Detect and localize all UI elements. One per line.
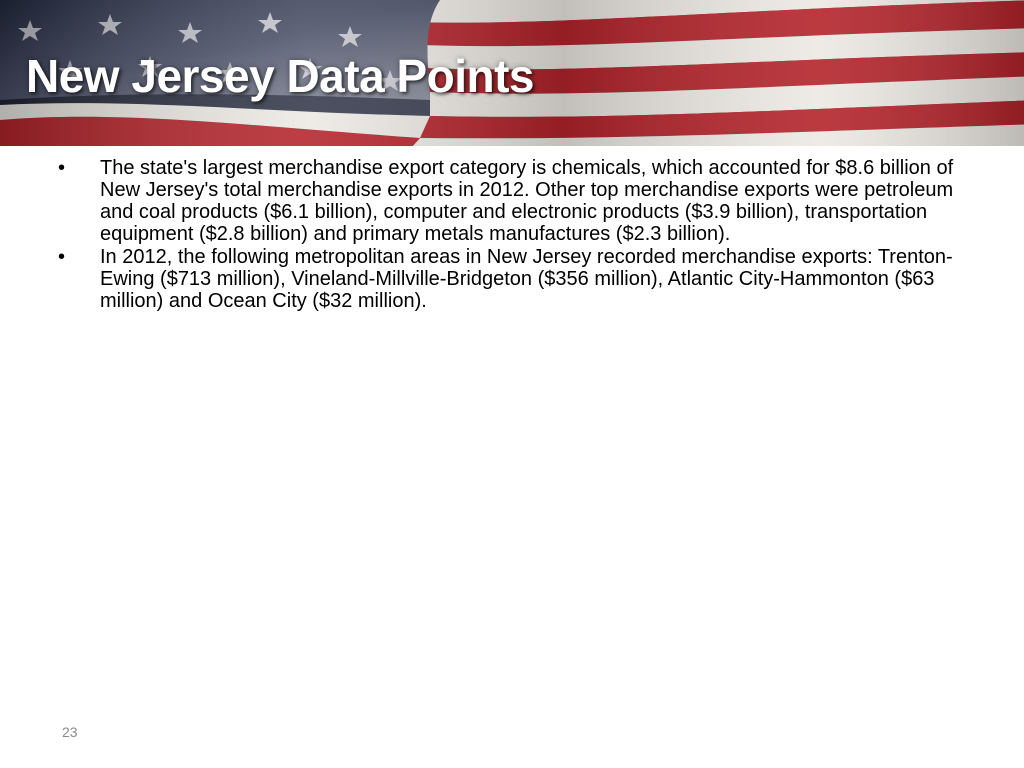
list-item [58, 157, 958, 245]
bullet-text: In 2012, the following metropolitan areas in New Jersey recorded merchandise exports: Trenton-Ewing ($713 million), Vineland-Millville-Bridgeton ($356 million), Atlantic City-Hammonton ($63 million) and Ocean City ($32 million). [100, 246, 953, 312]
bullet-list [58, 157, 958, 313]
bullet-glyph: • [58, 246, 66, 268]
page-number: 23 [62, 724, 78, 740]
bullet-glyph: • [58, 157, 66, 179]
bullet-text: The state's largest merchandise export category is chemicals, which accounted for $8.6 billion of New Jersey's total merchandise exports in 2012. Other top merchandise exports were petroleum and coal products ($6.1 billion), computer and electronic products ($3.9 billion), transportation equipment ($2.8 billion) and primary metals manufactures ($2.3 billion). [100, 157, 954, 245]
slide-title: New Jersey Data Points [26, 50, 535, 102]
list-item [58, 246, 958, 312]
